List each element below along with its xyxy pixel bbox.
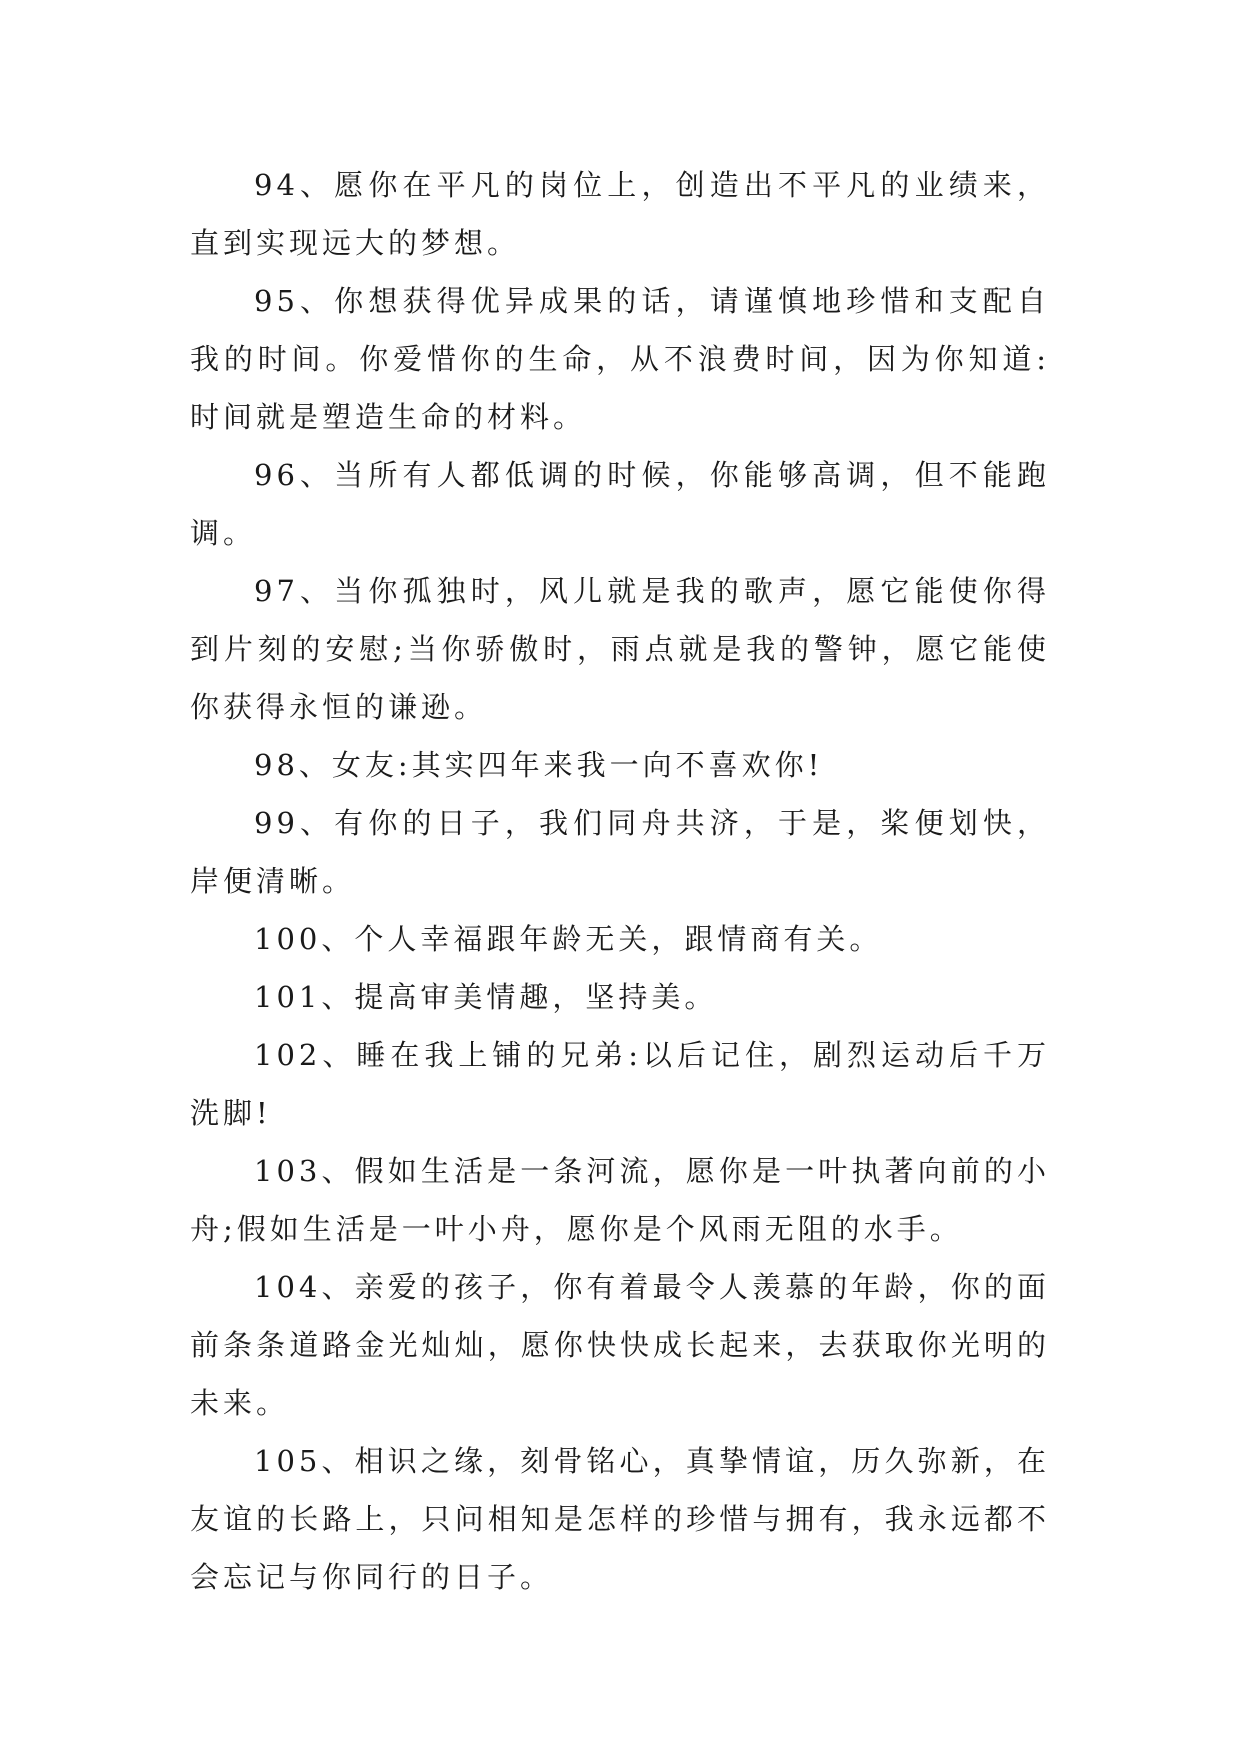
paragraph-98: 98、女友:其实四年来我一向不喜欢你! bbox=[254, 748, 824, 782]
paragraph-102: 102、睡在我上铺的兄弟:以后记住，剧烈运动后千万洗脚! bbox=[190, 1038, 1050, 1130]
paragraph-101: 101、提高审美情趣，坚持美。 bbox=[254, 980, 718, 1014]
paragraph-99: 99、有你的日子，我们同舟共济，于是，桨便划快，岸便清晰。 bbox=[190, 806, 1050, 898]
paragraph-105: 105、相识之缘，刻骨铭心，真挚情谊，历久弥新，在友谊的长路上，只问相知是怎样的珍惜与拥有，我永远都不会忘记与你同行的日子。 bbox=[190, 1444, 1050, 1594]
paragraph-96: 96、当所有人都低调的时候，你能够高调，但不能跑调。 bbox=[190, 458, 1050, 550]
paragraph-95: 95、你想获得优异成果的话，请谨慎地珍惜和支配自我的时间。你爱惜你的生命，从不浪费时间，因为你知道:时间就是塑造生命的材料。 bbox=[190, 284, 1050, 434]
paragraph-100: 100、个人幸福跟年龄无关，跟情商有关。 bbox=[254, 922, 883, 956]
paragraph-103: 103、假如生活是一条河流，愿你是一叶执著向前的小舟;假如生活是一叶小舟，愿你是个风雨无阻的水手。 bbox=[190, 1154, 1050, 1246]
document-body bbox=[190, 156, 1050, 1606]
paragraph-97: 97、当你孤独时，风儿就是我的歌声，愿它能使你得到片刻的安慰;当你骄傲时，雨点就是我的警钟，愿它能使你获得永恒的谦逊。 bbox=[190, 574, 1050, 724]
paragraph-104: 104、亲爱的孩子，你有着最令人羡慕的年龄，你的面前条条道路金光灿灿，愿你快快成长起来，去获取你光明的未来。 bbox=[190, 1270, 1050, 1420]
paragraph-94: 94、愿你在平凡的岗位上，创造出不平凡的业绩来，直到实现远大的梦想。 bbox=[190, 168, 1050, 260]
